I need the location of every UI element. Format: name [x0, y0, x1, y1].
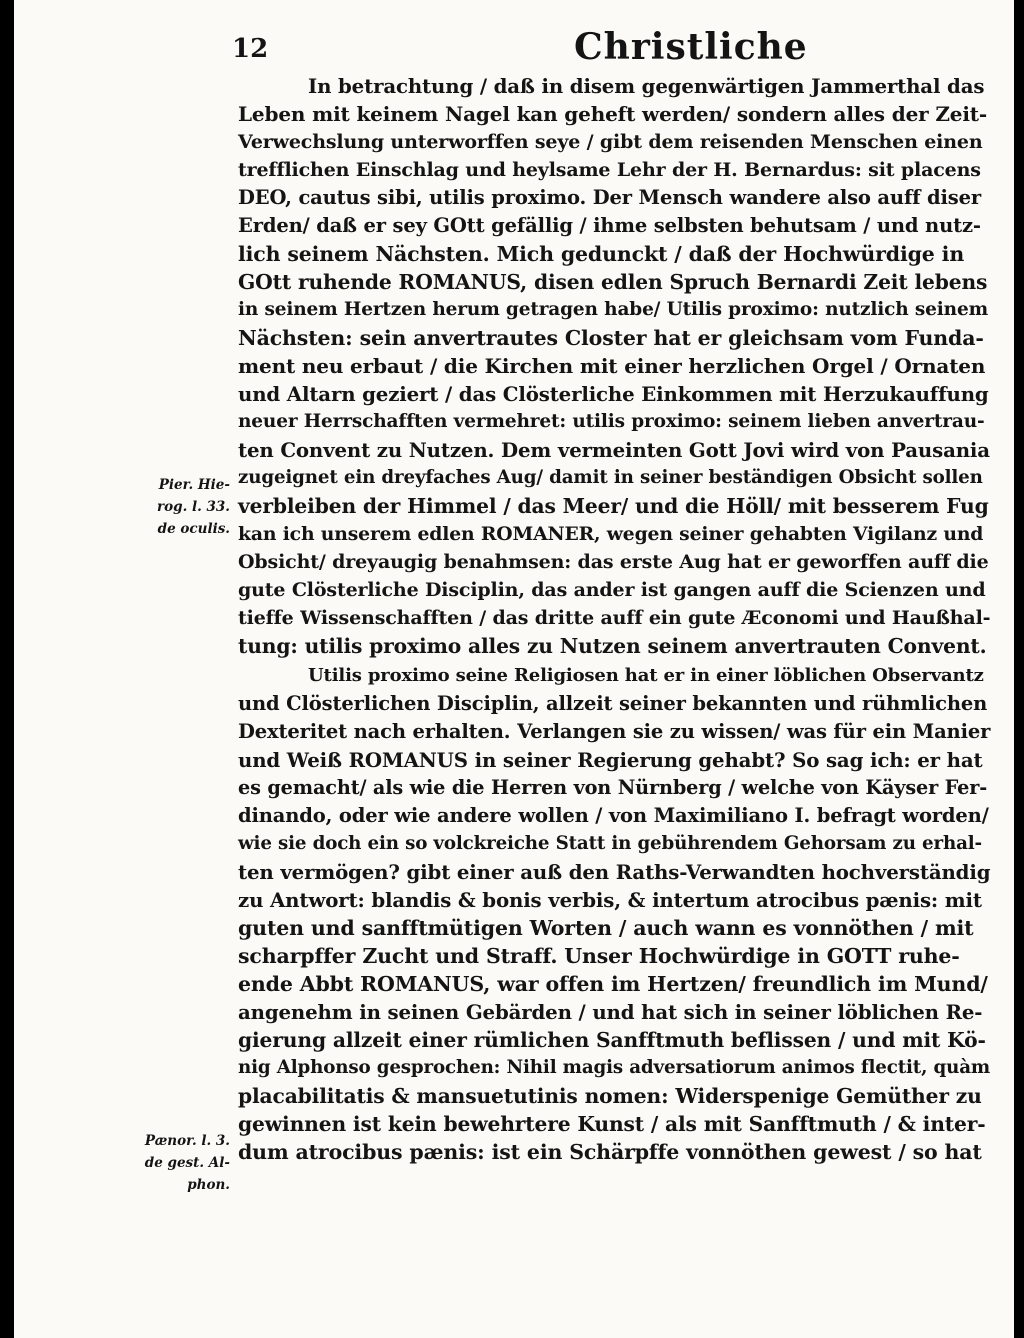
text-line: ment neu erbaut / die Kirchen mit einer herzlichen Orgel / Ornaten [238, 354, 986, 378]
text-line: ten Convent zu Nutzen. Dem vermeinten Gott Jovi wird von Pausania [238, 438, 990, 462]
text-line: scharpffer Zucht und Straff. Unser Hochwürdige in GOTT ruhe- [238, 944, 960, 968]
text-line: placabilitatis & mansuetutinis nomen: Widerspenige Gemüther zu [238, 1084, 982, 1108]
margin-note-line: Pier. Hie- [158, 477, 230, 493]
text-line: neuer Herrschafften vermehret: utilis proximo: seinem lieben anvertrau- [238, 411, 985, 432]
text-line: Erden/ daß er sey GOtt gefällig / ihme selbsten behutsam / und nutz- [238, 214, 981, 237]
text-line: verbleiben der Himmel / das Meer/ und die Höll/ mit besserem Fug [238, 494, 989, 518]
text-line: wie sie doch ein so volckreiche Statt in gebührendem Gehorsam zu erhal- [238, 833, 982, 854]
text-line: zugeignet ein dreyfaches Aug/ damit in seiner beständigen Obsicht sollen [238, 467, 983, 488]
page-number: 12 [232, 34, 269, 64]
book-page [14, 0, 1014, 1338]
text-line: guten und sanfftmütigen Worten / auch wann es vonnöthen / mit [238, 916, 974, 940]
scan-border [0, 0, 14, 1338]
text-line: Dexteritet nach erhalten. Verlangen sie zu wissen/ was für ein Manier [238, 720, 991, 743]
margin-note-line: de gest. Al- [144, 1155, 230, 1171]
text-line: Obsicht/ dreyaugig benahmsen: das erste Aug hat er geworffen auff die [238, 551, 989, 573]
margin-note-2 [112, 1130, 230, 1196]
text-line: lich seinem Nächsten. Mich gedunckt / daß der Hochwürdige in [238, 242, 965, 266]
text-line: angenehm in seinen Gebärden / und hat sich in seiner löblichen Re- [238, 1000, 983, 1024]
text-line: GOtt ruhende ROMANUS, disen edlen Spruch Bernardi Zeit lebens [238, 270, 988, 294]
text-line: gute Clösterliche Disciplin, das ander ist gangen auff die Scienzen und [238, 579, 986, 601]
text-line: kan ich unserem edlen ROMANER, wegen seiner gehabten Vigilanz und [238, 523, 984, 545]
text-line: Verwechslung unterworffen seye / gibt dem reisenden Menschen einen [238, 131, 983, 153]
text-line: und Weiß ROMANUS in seiner Regierung gehabt? So sag ich: er hat [238, 748, 983, 772]
margin-note-line: Pænor. l. 3. [144, 1133, 230, 1149]
text-line: nig Alphonso gesprochen: Nihil magis adversatiorum animos flectit, quàm [238, 1057, 991, 1078]
text-line: dinando, oder wie andere wollen / von Maximiliano I. befragt worden/ [238, 804, 989, 827]
text-line: und Altarn geziert / das Clösterliche Einkommen mit Herzukauffung [238, 382, 989, 406]
text-line: In betrachtung / daß in disem gegenwärtigen Jammerthal das [308, 74, 985, 98]
text-line: ende Abbt ROMANUS, war offen im Hertzen/ freundlich im Mund/ [238, 972, 988, 996]
text-line: und Clösterlichen Disciplin, allzeit seiner bekannten und rühmlichen [238, 692, 988, 715]
text-line: gewinnen ist kein bewehrtere Kunst / als mit Sanfftmuth / & inter- [238, 1112, 986, 1136]
margin-note-line: de oculis. [157, 521, 230, 537]
running-head: Christliche [574, 26, 808, 68]
text-line: gierung allzeit einer rümlichen Sanfftmuth beflissen / und mit Kö- [238, 1028, 986, 1052]
text-line: ten vermögen? gibt einer auß den Raths-Verwandten hochverständig [238, 860, 991, 884]
text-line: dum atrocibus pænis: ist ein Schärpffe vonnöthen gewest / so hat [238, 1140, 982, 1164]
text-line: trefflichen Einschlag und heylsame Lehr der H. Bernardus: sit placens [238, 159, 981, 181]
text-line: es gemacht/ als wie die Herren von Nürnberg / welche von Käyser Fer- [238, 776, 988, 799]
text-line: tung: utilis proximo alles zu Nutzen seinem anvertrauten Convent. [238, 634, 987, 658]
text-line: in seinem Hertzen herum getragen habe/ Utilis proximo: nutzlich seinem [238, 299, 988, 320]
text-line: tieffe Wissenschafften / das dritte auff ein gute Æconomi und Haußhal- [238, 607, 991, 629]
text-line: DEO, cautus sibi, utilis proximo. Der Mensch wandere also auff diser [238, 186, 982, 209]
margin-note-line: phon. [187, 1177, 230, 1193]
margin-note-1 [112, 474, 230, 540]
text-line: Nächsten: sein anvertrautes Closter hat er gleichsam vom Funda- [238, 326, 984, 350]
text-line: zu Antwort: blandis & bonis verbis, & intertum atrocibus pænis: mit [238, 888, 982, 912]
margin-note-line: rog. l. 33. [157, 499, 230, 515]
text-line: Leben mit keinem Nagel kan geheft werden/ sondern alles der Zeit- [238, 102, 988, 126]
text-line: Utilis proximo seine Religiosen hat er in einer löblichen Observantz [308, 665, 984, 686]
